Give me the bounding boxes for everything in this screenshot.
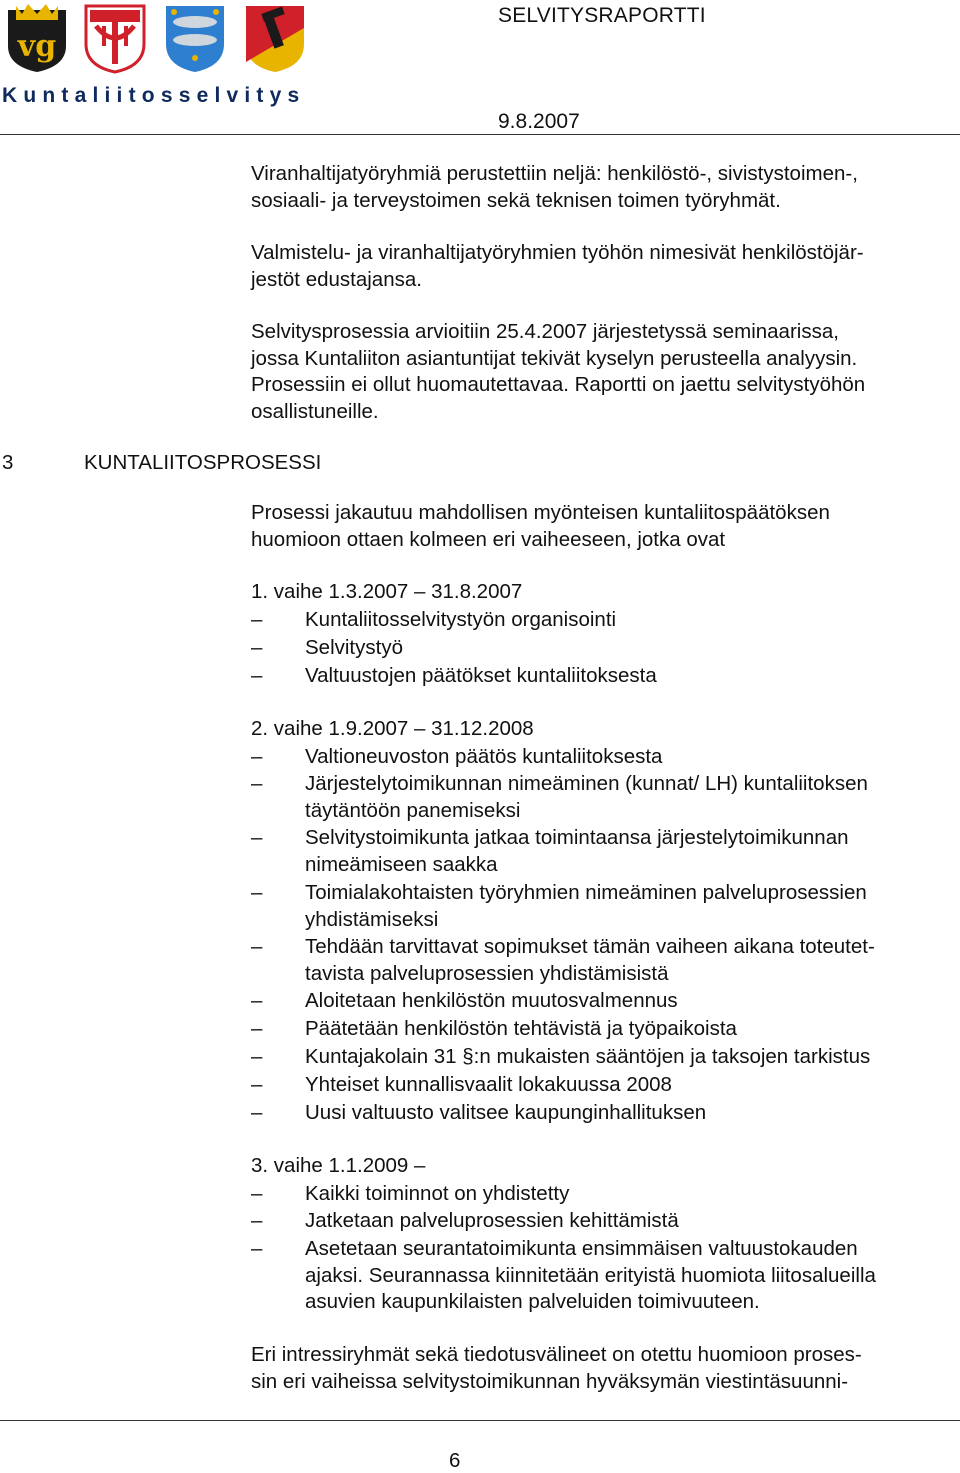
text-line: huomioon ottaen kolmeen eri vaiheeseen, jotka ovat bbox=[251, 527, 726, 551]
text-line: jestöt edustajansa. bbox=[251, 267, 422, 291]
list-item-text: Toimialakohtaisten työryhmien nimeäminen palveluprosessien bbox=[305, 881, 867, 904]
dash-bullet: – bbox=[251, 1182, 263, 1205]
text-line: jossa Kuntaliiton asiantuntijat tekivät kyselyn perusteella analyysin. bbox=[251, 346, 858, 370]
dash-bullet: – bbox=[251, 881, 263, 904]
dash-bullet: – bbox=[251, 935, 263, 958]
phase-1-heading: 1. vaihe 1.3.2007 – 31.8.2007 bbox=[251, 580, 523, 603]
document-type-title: SELVITYSRAPORTTI bbox=[498, 4, 706, 27]
paragraph-communication bbox=[251, 1342, 951, 1395]
text-line: osallistuneille. bbox=[251, 399, 379, 423]
crest-blue-fish-icon bbox=[162, 2, 228, 74]
svg-text:vg: vg bbox=[17, 29, 57, 64]
dash-bullet: – bbox=[251, 608, 263, 631]
dash-bullet: – bbox=[251, 989, 263, 1012]
text-line: Eri intressiryhmät sekä tiedotusvälineet on otettu huomioon proses- bbox=[251, 1343, 862, 1366]
phase-2-heading: 2. vaihe 1.9.2007 – 31.12.2008 bbox=[251, 717, 534, 740]
text-line: Selvitysprosessia arvioitiin 25.4.2007 järjestetyssä seminaarissa, bbox=[251, 320, 839, 343]
dash-bullet: – bbox=[251, 1017, 263, 1040]
brand-title: Kuntaliitosselvitys bbox=[2, 84, 306, 107]
section-title: KUNTALIITOSPROSESSI bbox=[84, 451, 322, 474]
list-item-text: Selvitystyö bbox=[305, 636, 403, 659]
dash-bullet: – bbox=[251, 1073, 263, 1096]
list-item-text: Aloitetaan henkilöstön muutosvalmennus bbox=[305, 989, 678, 1012]
list-item-text: tavista palveluprosessien yhdistämisistä bbox=[305, 961, 669, 985]
list-item-text: Uusi valtuusto valitsee kaupunginhallituksen bbox=[305, 1101, 707, 1124]
list-item-text: Järjestelytoimikunnan nimeäminen (kunnat/ LH) kuntaliitoksen bbox=[305, 772, 868, 795]
list-item-text: ajaksi. Seurannassa kiinnitetään erityistä huomiota liitosalueilla bbox=[305, 1263, 876, 1287]
list-item-text: Valtioneuvoston päätös kuntaliitoksesta bbox=[305, 745, 663, 768]
list-item-text: Kuntaliitosselvitystyön organisointi bbox=[305, 608, 617, 631]
list-item-text: Kaikki toiminnot on yhdistetty bbox=[305, 1182, 570, 1205]
list-item-text: Jatketaan palveluprosessien kehittämistä bbox=[305, 1209, 679, 1232]
text-line: sosiaali- ja terveystoimen sekä teknisen toimen työryhmät. bbox=[251, 188, 781, 212]
dash-bullet: – bbox=[251, 636, 263, 659]
text-line: Prosessiin ei ollut huomautettavaa. Raportti on jaettu selvitystyöhön bbox=[251, 373, 866, 396]
dash-bullet: – bbox=[251, 826, 263, 849]
section-number: 3 bbox=[2, 451, 14, 474]
crest-vg-icon bbox=[4, 2, 70, 74]
dash-bullet: – bbox=[251, 1209, 263, 1232]
crest-red-cross-icon bbox=[82, 2, 148, 74]
document-date: 9.8.2007 bbox=[498, 110, 580, 133]
list-item-text: yhdistämiseksi bbox=[305, 907, 439, 931]
paragraph-evaluation bbox=[251, 319, 951, 425]
text-line: Prosessi jakautuu mahdollisen myönteisen kuntaliitospäätöksen bbox=[251, 501, 830, 524]
list-item-text: Tehdään tarvittavat sopimukset tämän vaiheen aikana toteutet- bbox=[305, 935, 875, 958]
header-divider bbox=[0, 134, 960, 135]
dash-bullet: – bbox=[251, 1237, 263, 1260]
text-line: Viranhaltijatyöryhmiä perustettiin neljä: henkilöstö-, sivistystoimen-, bbox=[251, 162, 858, 185]
list-item-text: nimeämiseen saakka bbox=[305, 852, 498, 876]
text-line: Valmistelu- ja viranhaltijatyöryhmien työhön nimesivät henkilöstöjär- bbox=[251, 241, 864, 264]
dash-bullet: – bbox=[251, 664, 263, 687]
dash-bullet: – bbox=[251, 745, 263, 768]
dash-bullet: – bbox=[251, 1045, 263, 1068]
paragraph-process-phases bbox=[251, 500, 951, 553]
list-item-text: täytäntöön panemiseksi bbox=[305, 798, 521, 822]
text-line: sin eri vaiheissa selvitystoimikunnan hyväksymän viestintäsuunni- bbox=[251, 1369, 849, 1393]
list-item-text: asuvien kaupunkilaisten palveluiden toimivuuteen. bbox=[305, 1290, 760, 1313]
footer-divider bbox=[0, 1420, 960, 1421]
paragraph-representatives bbox=[251, 240, 951, 293]
dash-bullet: – bbox=[251, 772, 263, 795]
paragraph-working-groups bbox=[251, 161, 951, 214]
crest-red-tool-icon bbox=[242, 2, 308, 74]
list-item-text: Kuntajakolain 31 §:n mukaisten sääntöjen ja taksojen tarkistus bbox=[305, 1045, 871, 1068]
list-item-text: Valtuustojen päätökset kuntaliitoksesta bbox=[305, 664, 657, 687]
page-number: 6 bbox=[449, 1449, 461, 1472]
phase-3-heading: 3. vaihe 1.1.2009 – bbox=[251, 1154, 426, 1177]
list-item-text: Asetetaan seurantatoimikunta ensimmäisen valtuustokauden bbox=[305, 1237, 858, 1260]
list-item-text: Päätetään henkilöstön tehtävistä ja työpaikoista bbox=[305, 1017, 737, 1040]
list-item-text: Selvitystoimikunta jatkaa toimintaansa järjestelytoimikunnan bbox=[305, 826, 849, 849]
dash-bullet: – bbox=[251, 1101, 263, 1124]
list-item-text: Yhteiset kunnallisvaalit lokakuussa 2008 bbox=[305, 1073, 672, 1096]
